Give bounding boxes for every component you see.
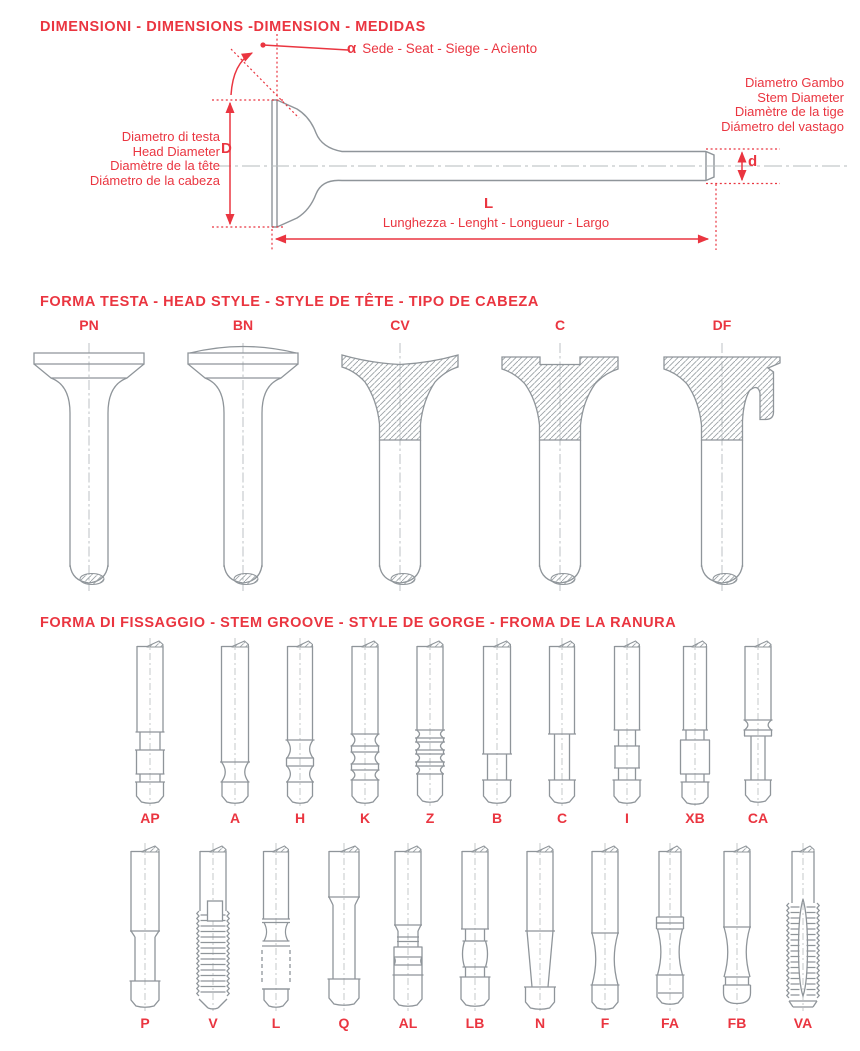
head-label-CV: CV: [390, 317, 410, 333]
stem-figure-FA: [640, 843, 700, 1011]
dim-letter-length: L: [484, 195, 494, 212]
stem-groove-item-FB: [707, 843, 767, 1038]
stem-groove-item-K: [335, 638, 395, 833]
stem-groove-item-CA: [728, 638, 788, 833]
head-diameter-label-line-4: Diámetro de la cabeza: [89, 172, 220, 188]
dimensions-title: DIMENSIONI - DIMENSIONS -DIMENSION - MEDIDAS: [40, 19, 426, 36]
stem-diameter-label-line-3: Diamètre de la tige: [734, 104, 844, 120]
stem-figure-AL: [378, 843, 438, 1011]
stem-label-H: H: [294, 810, 306, 826]
stem-figure-AP: [120, 638, 180, 806]
stem-groove-item-Q: [314, 843, 374, 1038]
stem-label-LB: LB: [465, 1015, 485, 1031]
head-figure-C: [485, 339, 635, 597]
stem-figure-F: [575, 843, 635, 1011]
head-figure-DF: [647, 339, 797, 597]
stem-groove-item-AL: [378, 843, 438, 1038]
stem-figure-P: [115, 843, 175, 1011]
stem-figure-Q: [314, 843, 374, 1011]
stem-label-A: A: [229, 810, 241, 826]
stem-label-AP: AP: [140, 810, 160, 826]
seat-angle-label: [347, 40, 537, 57]
head-label-BN: BN: [232, 317, 254, 333]
stem-figure-I: [597, 638, 657, 806]
stem-groove-item-AP: [120, 638, 180, 833]
head-style-item-DF: [647, 317, 797, 602]
stem-figure-A: [205, 638, 265, 806]
head-diameter-label-line-3: Diamètre de la tête: [110, 158, 220, 174]
stem-figure-V: [183, 843, 243, 1011]
stem-diameter-label: [721, 76, 844, 134]
stem-label-FB: FB: [727, 1015, 747, 1031]
stem-groove-item-F: [575, 843, 635, 1038]
angle-vertex-dot: [260, 42, 265, 47]
stem-label-VA: VA: [793, 1015, 813, 1031]
stem-groove-item-L: [246, 843, 306, 1038]
stem-diameter-label-line-2: Stem Diameter: [757, 89, 844, 105]
stem-groove-item-XB: [665, 638, 725, 833]
stem-groove-item-N: [510, 843, 570, 1038]
head-label-DF: DF: [712, 317, 732, 333]
dim-letter-head-diameter: D: [221, 140, 232, 157]
head-label-PN: PN: [79, 317, 99, 333]
stem-groove-item-LB: [445, 843, 505, 1038]
stem-label-F: F: [600, 1015, 610, 1031]
head-figure-BN: [168, 339, 318, 597]
stem-diameter-label-line-4: Diámetro del vastago: [721, 118, 844, 134]
stem-groove-item-C: [532, 638, 592, 833]
length-label: Lunghezza - Lenght - Longueur - Largo: [382, 215, 610, 230]
head-style-row: [0, 317, 860, 602]
stem-figure-C: [532, 638, 592, 806]
stem-label-L: L: [271, 1015, 281, 1031]
stem-groove-item-VA: [773, 843, 833, 1038]
stem-groove-row-1: [0, 638, 860, 833]
head-style-item-C: [485, 317, 635, 602]
stem-figure-B: [467, 638, 527, 806]
stem-label-Q: Q: [338, 1015, 350, 1031]
head-diameter-label-line-2: Head Diameter: [132, 143, 220, 159]
stem-label-FA: FA: [661, 1015, 679, 1031]
head-figure-PN: [14, 339, 164, 597]
stem-figure-N: [510, 843, 570, 1011]
stem-label-C: C: [556, 810, 568, 826]
stem-label-XB: XB: [685, 810, 705, 826]
head-style-item-CV: [325, 317, 475, 602]
stem-figure-XB: [665, 638, 725, 806]
head-diameter-label-line-1: Diametro di testa: [121, 129, 220, 144]
stem-groove-item-H: [270, 638, 330, 833]
stem-figure-FB: [707, 843, 767, 1011]
stem-groove-item-P: [115, 843, 175, 1038]
stem-label-P: P: [140, 1015, 150, 1031]
head-label-C: C: [554, 317, 566, 333]
dim-letter-stem-diameter: d: [748, 153, 758, 170]
head-style-item-PN: [14, 317, 164, 602]
head-diameter-label: [28, 130, 220, 188]
stem-label-V: V: [208, 1015, 218, 1031]
alpha-symbol: α: [347, 40, 357, 57]
stem-figure-CA: [728, 638, 788, 806]
stem-groove-item-B: [467, 638, 527, 833]
stem-groove-item-Z: [400, 638, 460, 833]
stem-groove-item-V: [183, 843, 243, 1038]
stem-figure-LB: [445, 843, 505, 1011]
stem-groove-title: FORMA DI FISSAGGIO - STEM GROOVE - STYLE DE GORGE - FROMA DE LA RANURA: [40, 615, 677, 632]
stem-label-CA: CA: [747, 810, 769, 826]
stem-figure-K: [335, 638, 395, 806]
stem-groove-item-I: [597, 638, 657, 833]
stem-figure-Z: [400, 638, 460, 806]
stem-label-Z: Z: [425, 810, 435, 826]
head-figure-CV: [325, 339, 475, 597]
stem-figure-L: [246, 843, 306, 1011]
head-style-title: FORMA TESTA - HEAD STYLE - STYLE DE TÊTE - TIPO DE CABEZA: [40, 294, 539, 311]
stem-label-I: I: [625, 810, 629, 826]
head-style-item-BN: [168, 317, 318, 602]
stem-label-AL: AL: [398, 1015, 418, 1031]
stem-label-N: N: [534, 1015, 546, 1031]
seat-label-text: Sede - Seat - Siege - Acìento: [362, 41, 538, 56]
stem-figure-VA: [773, 843, 833, 1011]
stem-groove-row-2: [0, 843, 860, 1043]
stem-groove-item-FA: [640, 843, 700, 1038]
stem-label-K: K: [359, 810, 371, 826]
stem-diameter-label-line-1: Diametro Gambo: [745, 75, 844, 90]
stem-figure-H: [270, 638, 330, 806]
stem-label-B: B: [491, 810, 503, 826]
stem-groove-item-A: [205, 638, 265, 833]
